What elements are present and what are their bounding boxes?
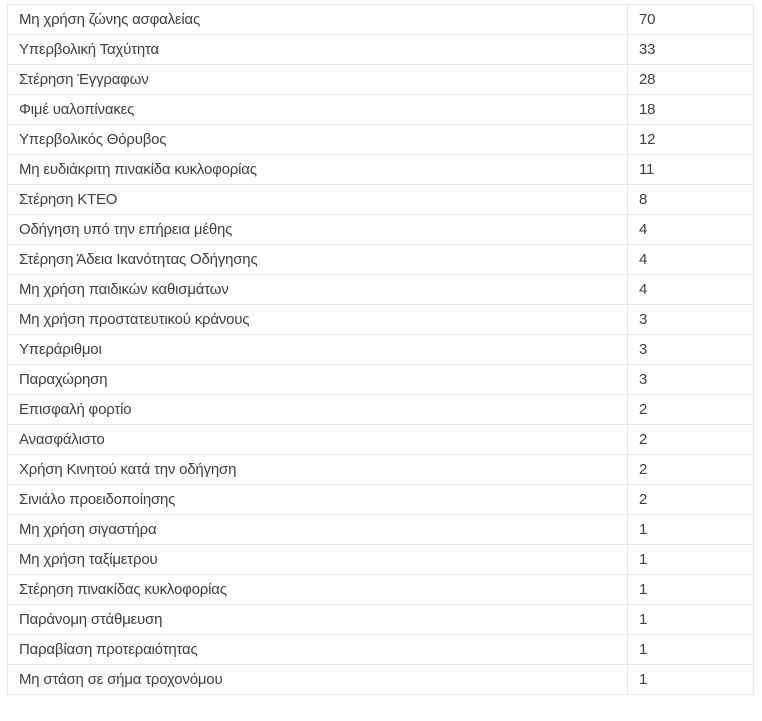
violation-label: Επισφαλή φορτίο	[8, 395, 628, 425]
violation-count: 4	[628, 275, 754, 305]
violation-count: 4	[628, 215, 754, 245]
table-row	[8, 485, 754, 515]
violation-label: Στέρηση ΚΤΕΟ	[8, 185, 628, 215]
violation-count: 28	[628, 65, 754, 95]
violation-label: Υπερβολικός Θόρυβος	[8, 125, 628, 155]
violation-count: 2	[628, 485, 754, 515]
violation-count: 1	[628, 545, 754, 575]
violation-count: 4	[628, 245, 754, 275]
table-row	[8, 425, 754, 455]
violation-count: 3	[628, 305, 754, 335]
table-row	[8, 65, 754, 95]
violation-count: 8	[628, 185, 754, 215]
table-row	[8, 515, 754, 545]
table-row	[8, 575, 754, 605]
table-row	[8, 395, 754, 425]
table-row	[8, 215, 754, 245]
violation-count: 3	[628, 335, 754, 365]
violations-table	[7, 4, 754, 695]
table-row	[8, 275, 754, 305]
violation-label: Στέρηση Άδεια Ικανότητας Οδήγησης	[8, 245, 628, 275]
violation-label: Φιμέ υαλοπίνακες	[8, 95, 628, 125]
violation-count: 1	[628, 575, 754, 605]
violation-label: Μη χρήση ταξίμετρου	[8, 545, 628, 575]
violations-table-body	[8, 5, 754, 695]
violation-label: Υπεράριθμοι	[8, 335, 628, 365]
table-row	[8, 305, 754, 335]
violation-count: 2	[628, 395, 754, 425]
table-row	[8, 665, 754, 695]
violation-count: 1	[628, 665, 754, 695]
table-row	[8, 185, 754, 215]
violation-label: Μη χρήση παιδικών καθισμάτων	[8, 275, 628, 305]
violation-count: 70	[628, 5, 754, 35]
violation-count: 11	[628, 155, 754, 185]
violation-label: Παράνομη στάθμευση	[8, 605, 628, 635]
violation-label: Ανασφάλιστο	[8, 425, 628, 455]
violation-count: 18	[628, 95, 754, 125]
violation-count: 33	[628, 35, 754, 65]
violation-label: Στέρηση Έγγραφων	[8, 65, 628, 95]
violation-label: Μη χρήση ζώνης ασφαλείας	[8, 5, 628, 35]
violation-label: Σινιάλο προειδοποίησης	[8, 485, 628, 515]
table-row	[8, 5, 754, 35]
violation-count: 1	[628, 515, 754, 545]
table-row	[8, 245, 754, 275]
violation-label: Παραβίαση προτεραιότητας	[8, 635, 628, 665]
violation-label: Χρήση Κινητού κατά την οδήγηση	[8, 455, 628, 485]
violation-label: Μη χρήση προστατευτικού κράνους	[8, 305, 628, 335]
violation-count: 1	[628, 605, 754, 635]
table-row	[8, 155, 754, 185]
violation-count: 1	[628, 635, 754, 665]
violation-label: Μη στάση σε σήμα τροχονόμου	[8, 665, 628, 695]
table-row	[8, 125, 754, 155]
violation-label: Οδήγηση υπό την επήρεια μέθης	[8, 215, 628, 245]
violation-count: 2	[628, 425, 754, 455]
table-row	[8, 365, 754, 395]
violation-label: Παραχώρηση	[8, 365, 628, 395]
table-row	[8, 35, 754, 65]
table-row	[8, 95, 754, 125]
table-row	[8, 455, 754, 485]
table-row	[8, 545, 754, 575]
table-row	[8, 605, 754, 635]
violation-label: Μη ευδιάκριτη πινακίδα κυκλοφορίας	[8, 155, 628, 185]
violation-label: Στέρηση πινακίδας κυκλοφορίας	[8, 575, 628, 605]
table-row	[8, 335, 754, 365]
table-row	[8, 635, 754, 665]
violation-count: 2	[628, 455, 754, 485]
violation-count: 3	[628, 365, 754, 395]
violation-label: Υπερβολική Ταχύτητα	[8, 35, 628, 65]
violation-label: Μη χρήση σιγαστήρα	[8, 515, 628, 545]
violation-count: 12	[628, 125, 754, 155]
